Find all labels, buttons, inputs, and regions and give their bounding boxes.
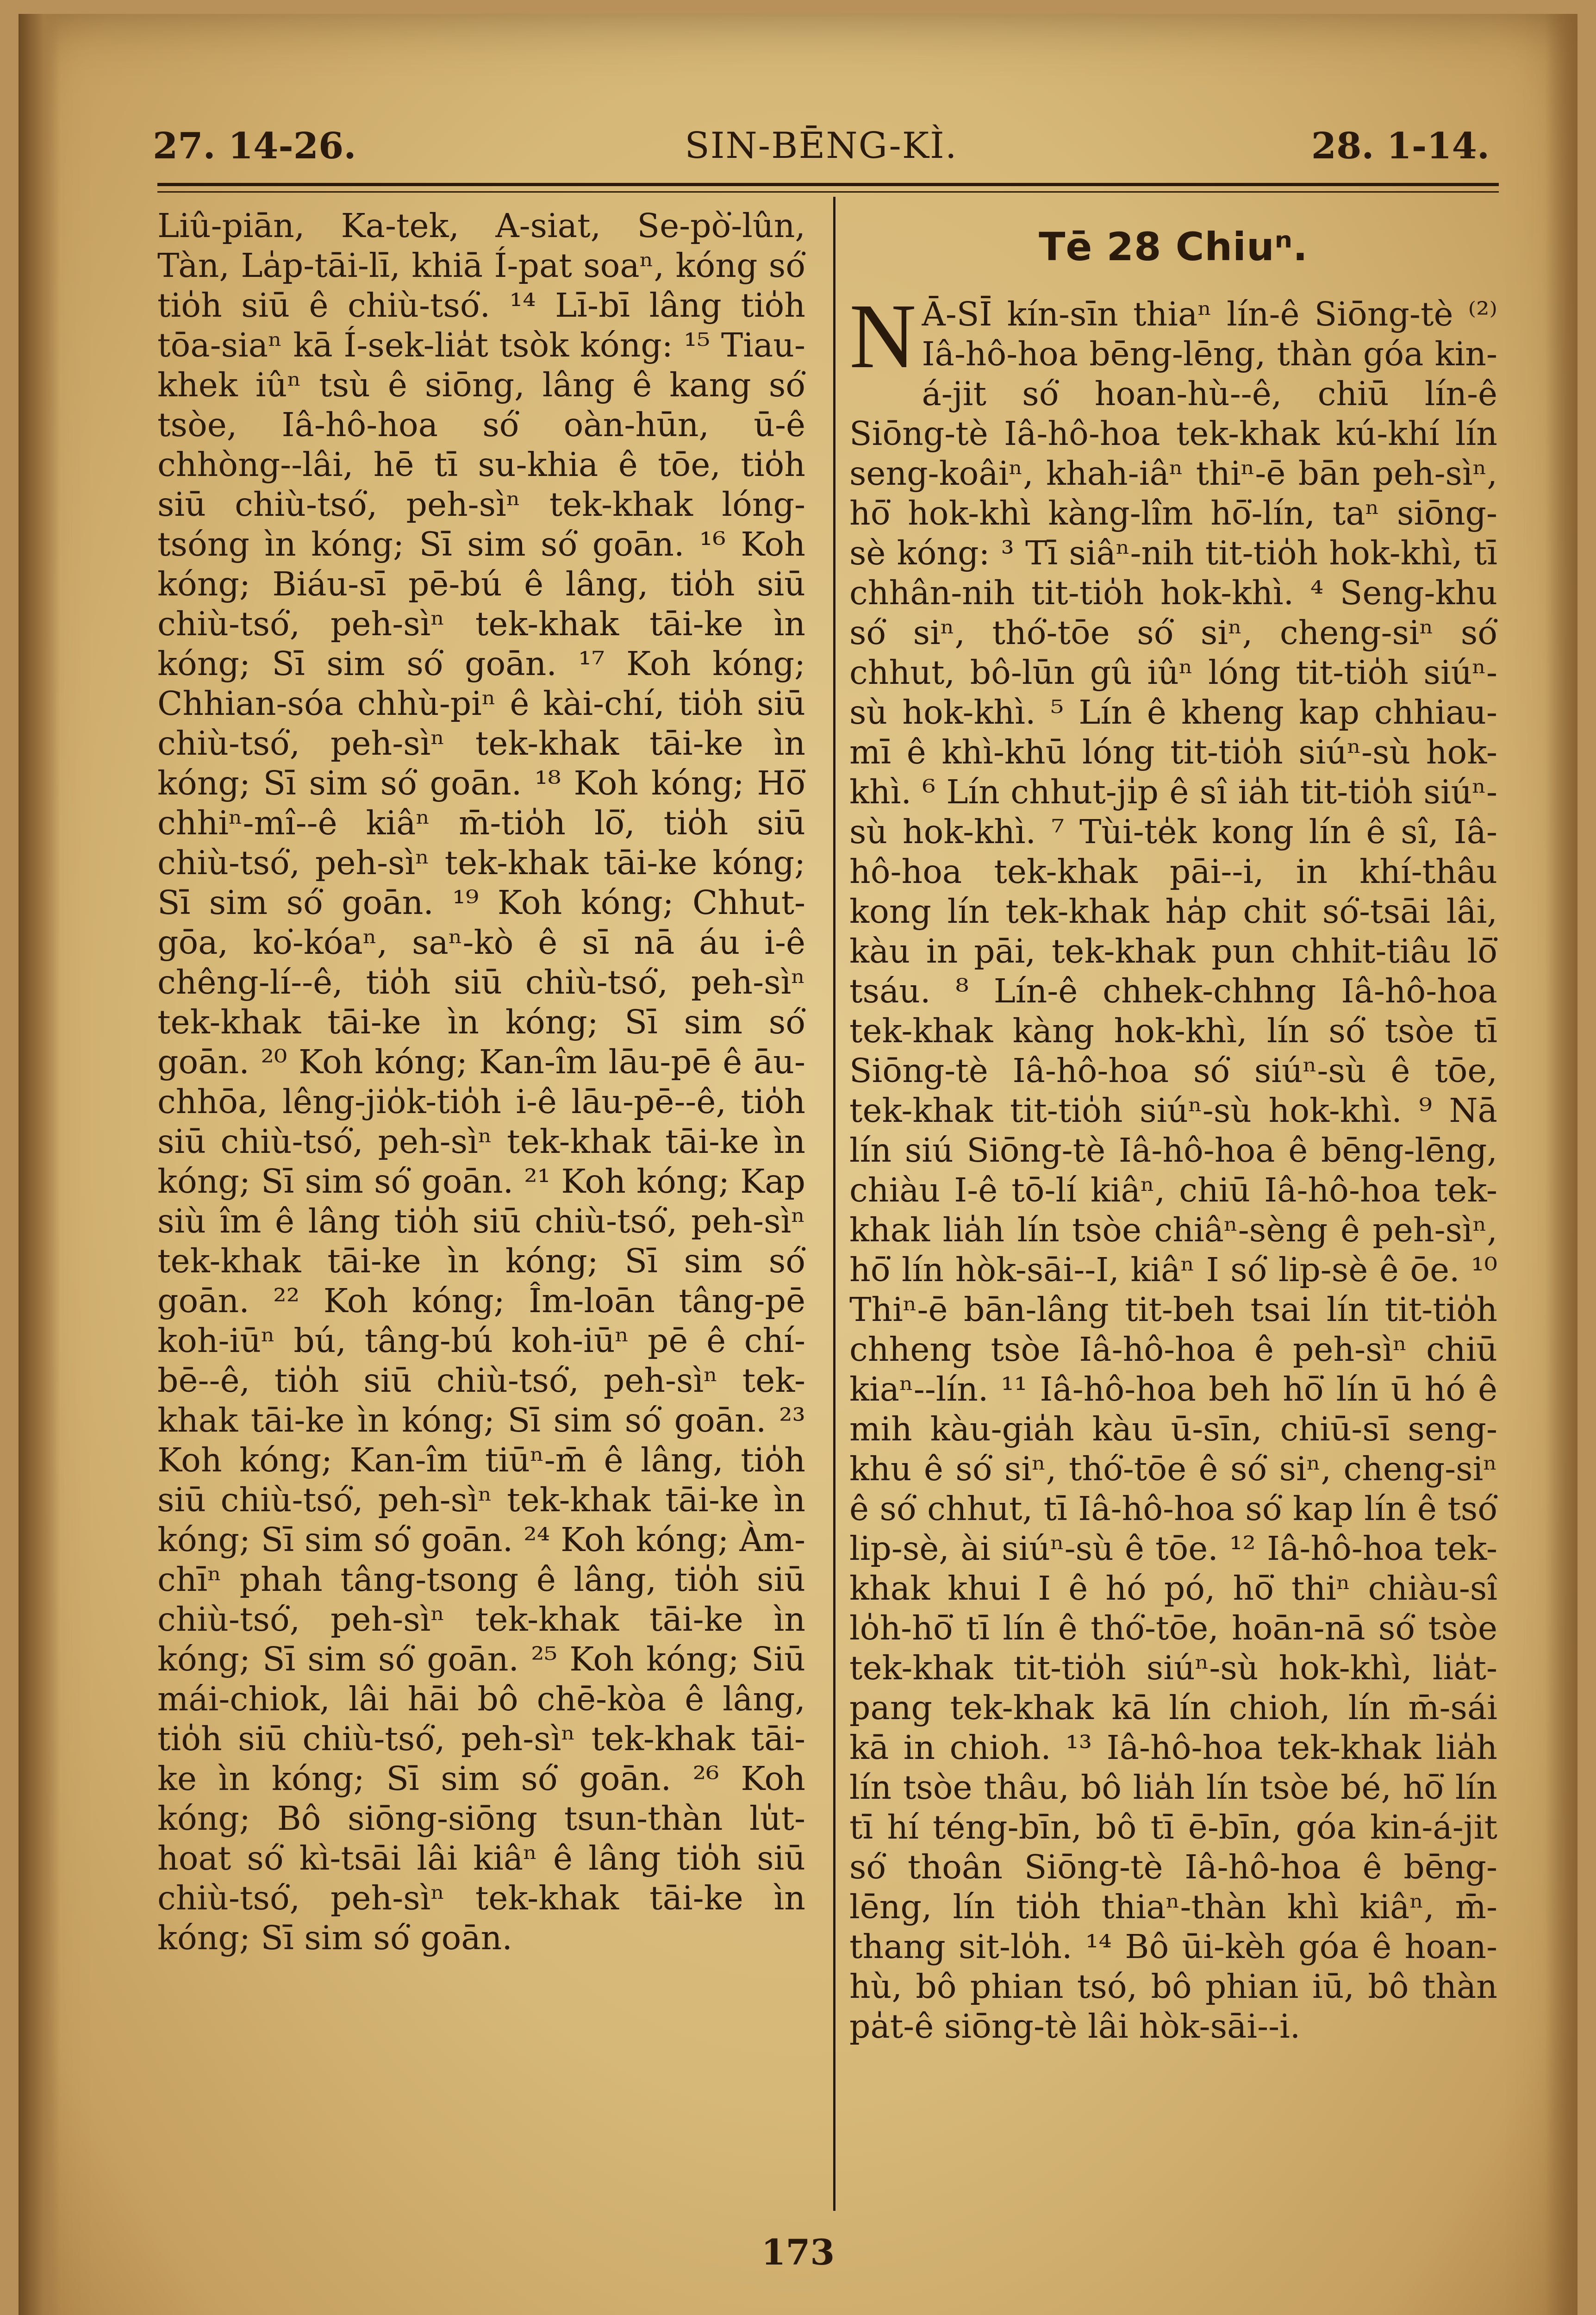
drop-cap-letter: N	[849, 285, 916, 388]
book-spine-shadow	[19, 14, 60, 2315]
right-column-text: Ā-SĪ kín-sīn thiaⁿ lín-ê Siōng-tè ⁽²⁾ Iâ-hô-hoa bēng-lēng, thàn góa kin-á-jit só͘ hoan-hù--ê, chiū lín-ê Siōng-tè Iâ-hô-hoa tek-khak kú-khí lín seng-koâiⁿ, khah-iâⁿ thiⁿ-ē bān peh-sìⁿ, hō͘ hok-khì kàng-lîm hō͘-lín, taⁿ siōng-sè kóng: ³ Tī siâⁿ-nih tit-tio̍h hok-khì, tī chhân-nih tit-tio̍h hok-khì. ⁴ Seng-khu só͘ siⁿ, thó͘-tōe só͘ siⁿ, cheng-siⁿ só͘ chhut, bô-lūn gû iûⁿ lóng tit-tio̍h siúⁿ-sù hok-khì. ⁵ Lín ê kheng kap chhiau-mī ê khì-khū lóng tit-tio̍h siúⁿ-sù hok-khì. ⁶ Lín chhut-ji̍p ê sî ia̍h tit-tio̍h siúⁿ-sù hok-khì. ⁷ Tùi-te̍k kong lín ê sî, Iâ-hô-hoa tek-khak pāi--i, in khí-thâu kong lín tek-khak ha̍p chit só͘-tsāi lâi, kàu in pāi, tek-khak pun chhit-tiâu lō͘ tsáu. ⁸ Lín-ê chhek-chhng Iâ-hô-hoa tek-khak kàng hok-khì, lín só͘ tsòe tī Siōng-tè Iâ-hô-hoa só͘ siúⁿ-sù ê tōe, tek-khak tit-tio̍h siúⁿ-sù hok-khì. ⁹ Nā lín siú Siōng-tè Iâ-hô-hoa ê bēng-lēng, chiàu I-ê tō-lí kiâⁿ, chiū Iâ-hô-hoa tek-khak lia̍h lín tsòe chiâⁿ-sèng ê peh-sìⁿ, hō͘ lín hòk-sāi--I, kiâⁿ I só͘ lip-sè ê ōe. ¹⁰ Thiⁿ-ē bān-lâng tit-beh tsai lín tit-tio̍h chheng tsòe Iâ-hô-hoa ê peh-sìⁿ chiū kiaⁿ--lín. ¹¹ Iâ-hô-hoa beh hō͘ lín ū hó ê mih kàu-gia̍h kàu ū-sīn, chiū-sī seng-khu ê só͘ siⁿ, thó͘-tōe ê só͘ siⁿ, cheng-siⁿ ê só͘ chhut, tī Iâ-hô-hoa só͘ kap lín ê tsó͘ lip-sè, ài siúⁿ-sù ê tōe. ¹² Iâ-hô-hoa tek-khak khui I ê hó pó, hō͘ thiⁿ chiàu-sî lo̍h-hō͘ tī lín ê thó͘-tōe, hoān-nā só͘ tsòe tek-khak tit-tio̍h siúⁿ-sù hok-khì, lia̍t-pang tek-khak kā lín chioh, lín m̄-sái kā in chioh. ¹³ Iâ-hô-hoa tek-khak lia̍h lín tsòe thâu, bô lia̍h lín tsòe bé, hō͘ lín tī hí téng-bīn, bô tī ē-bīn, góa kin-á-jit só͘ thoân Siōng-tè Iâ-hô-hoa ê bēng-lēng, lín tio̍h thiaⁿ-thàn khì kiâⁿ, m̄-thang sit-lo̍h. ¹⁴ Bô ūi-kèh góa ê hoan-hù, bô phian tsó, bô phian iū, bô thàn pa̍t-ê siōng-tè lâi hòk-sāi--i.	[849, 295, 1497, 2046]
page-number: 173	[761, 2232, 835, 2273]
header-book-title: SIN-BĒNG-KÌ.	[685, 125, 958, 167]
header-left-reference: 27. 14-26.	[153, 125, 356, 167]
header-right-reference: 28. 1-14.	[1311, 125, 1490, 167]
header-rule-thick	[157, 183, 1499, 186]
chapter-heading: Tē 28 Chiuⁿ.	[1039, 224, 1308, 269]
page-edge-shadow	[1545, 14, 1577, 2315]
right-column	[849, 224, 1497, 2046]
left-column	[157, 206, 805, 1958]
left-column-text: Liû-piān, Ka-tek, A-siat, Se-pò͘-lûn, Tàn, La̍p-tāi-lī, khiā Í-pat soaⁿ, kóng só͘ tio̍h siū ê chiù-tsó͘. ¹⁴ Lī-bī lâng tio̍h tōa-siaⁿ kā Í-sek-lia̍t tsòk kóng: ¹⁵ Tiau-khek iûⁿ tsù ê siōng, lâng ê kang só͘ tsòe, Iâ-hô-hoa só͘ oàn-hūn, ū-ê chhòng--lâi, hē tī su-khia ê tōe, tio̍h siū chiù-tsó͘, peh-sìⁿ tek-khak lóng-tsóng ìn kóng; Sī sim só͘ goān. ¹⁶ Koh kóng; Biáu-sī pē-bú ê lâng, tio̍h siū chiù-tsó͘, peh-sìⁿ tek-khak tāi-ke ìn kóng; Sī sim só͘ goān. ¹⁷ Koh kóng; Chhian-sóa chhù-piⁿ ê kài-chí, tio̍h siū chiù-tsó͘, peh-sìⁿ tek-khak tāi-ke ìn kóng; Sī sim só͘ goān. ¹⁸ Koh kóng; Hō͘ chhiⁿ-mî--ê kiâⁿ m̄-tio̍h lō͘, tio̍h siū chiù-tsó͘, peh-sìⁿ tek-khak tāi-ke kóng; Sī sim só͘ goān. ¹⁹ Koh kóng; Chhut-gōa, ko͘-kóaⁿ, saⁿ-kò ê sī nā áu i-ê chêng-lí--ê, tio̍h siū chiù-tsó͘, peh-sìⁿ tek-khak tāi-ke ìn kóng; Sī sim só͘ goān. ²⁰ Koh kóng; Kan-îm lāu-pē ê āu-chhōa, lêng-jio̍k-tio̍h i-ê lāu-pē--ê, tio̍h siū chiù-tsó͘, peh-sìⁿ tek-khak tāi-ke ìn kóng; Sī sim só͘ goān. ²¹ Koh kóng; Kap siù îm ê lâng tio̍h siū chiù-tsó͘, peh-sìⁿ tek-khak tāi-ke ìn kóng; Sī sim só͘ goān. ²² Koh kóng; Îm-loān tâng-pē koh-iūⁿ bú, tâng-bú koh-iūⁿ pē ê chí-bē--ê, tio̍h siū chiù-tsó͘, peh-sìⁿ tek-khak tāi-ke ìn kóng; Sī sim só͘ goān. ²³ Koh kóng; Kan-îm tiūⁿ-m̄ ê lâng, tio̍h siū chiù-tsó͘, peh-sìⁿ tek-khak tāi-ke ìn kóng; Sī sim só͘ goān. ²⁴ Koh kóng; Àm-chīⁿ phah tâng-tsong ê lâng, tio̍h siū chiù-tsó͘, peh-sìⁿ tek-khak tāi-ke ìn kóng; Sī sim só͘ goān. ²⁵ Koh kóng; Siū mái-chiok, lâi hāi bô chē-kòa ê lâng, tio̍h siū chiù-tsó͘, peh-sìⁿ tek-khak tāi-ke ìn kóng; Sī sim só͘ goān. ²⁶ Koh kóng; Bô siōng-siōng tsun-thàn lu̍t-hoat só͘ kì-tsāi lâi kiâⁿ ê lâng tio̍h siū chiù-tsó͘, peh-sìⁿ tek-khak tāi-ke ìn kóng; Sī sim só͘ goān.	[157, 206, 805, 1957]
book-page	[19, 14, 1577, 2315]
right-column-paragraph	[849, 285, 1497, 2046]
header-rule-thin	[157, 191, 1499, 193]
running-header	[153, 106, 1490, 167]
column-divider	[833, 197, 835, 2211]
